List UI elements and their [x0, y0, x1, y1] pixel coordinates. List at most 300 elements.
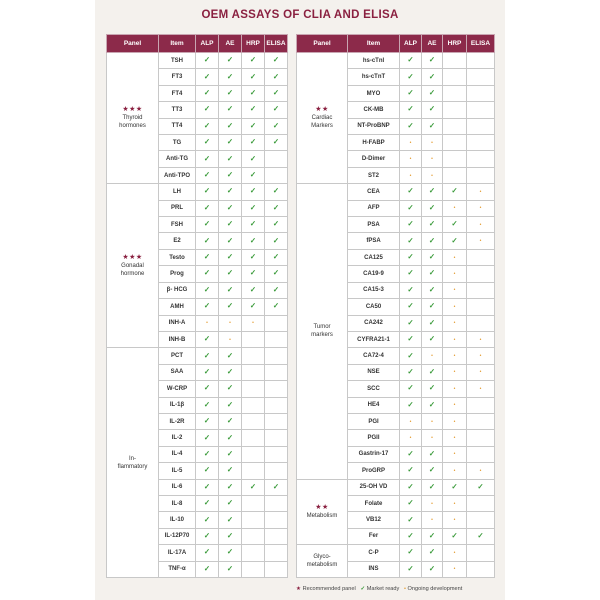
panel-name: Tumor	[313, 324, 331, 331]
status-cell	[196, 430, 219, 446]
status-cell	[400, 299, 422, 315]
page-title: OEM ASSAYS OF CLIA AND ELISA	[201, 9, 399, 21]
check-icon: ✓	[428, 71, 436, 81]
star-icon: ★	[296, 586, 302, 592]
item-name: IL-17A	[159, 545, 196, 561]
status-cell	[400, 266, 422, 282]
status-cell	[196, 528, 219, 544]
check-icon: ✓	[428, 383, 436, 393]
check-icon: ✓	[428, 219, 436, 229]
check-icon: ✓	[407, 219, 414, 229]
status-cell	[196, 545, 219, 561]
check-icon: ✓	[226, 530, 234, 540]
status-cell	[265, 200, 288, 216]
status-cell	[265, 102, 288, 118]
status-cell	[422, 545, 443, 561]
check-icon: ✓	[226, 481, 234, 491]
item-name: Testo	[159, 249, 196, 265]
check-icon: ✓	[249, 55, 257, 65]
status-cell	[400, 545, 422, 561]
check-icon: ✓	[226, 301, 234, 311]
check-icon: ✓	[407, 399, 414, 409]
status-cell	[265, 167, 288, 183]
status-cell	[265, 217, 288, 233]
check-icon: ✓	[226, 268, 234, 278]
check-icon: ✓	[226, 547, 234, 557]
status-cell	[242, 282, 265, 298]
panel-name: Metabolism	[306, 512, 338, 519]
item-name: fPSA	[348, 233, 400, 249]
check-icon: ✓	[407, 202, 414, 212]
check-icon: ✓	[407, 530, 414, 540]
item-name: IL-4	[159, 446, 196, 462]
status-cell	[422, 299, 443, 315]
status-cell	[196, 282, 219, 298]
status-cell	[422, 282, 443, 298]
item-name: CEA	[348, 184, 400, 200]
status-cell	[242, 266, 265, 282]
status-cell	[242, 217, 265, 233]
status-cell	[265, 184, 288, 200]
check-icon: ✓	[249, 268, 257, 278]
status-cell	[219, 512, 242, 528]
check-icon: ✓	[249, 120, 257, 130]
status-cell	[422, 331, 443, 347]
check-icon: ✓	[203, 219, 211, 229]
check-icon: ✓	[249, 235, 257, 245]
item-name: CA50	[348, 299, 400, 315]
status-cell	[219, 200, 242, 216]
check-icon: ✓	[203, 399, 211, 409]
status-cell	[443, 463, 467, 479]
item-name: IL-12P70	[159, 528, 196, 544]
status-cell	[443, 102, 467, 118]
item-name: IL-2	[159, 430, 196, 446]
status-cell	[242, 495, 265, 511]
status-cell	[467, 102, 495, 118]
dot-icon: •	[453, 287, 456, 294]
check-icon: ✓	[203, 104, 211, 114]
check-icon: ✓	[428, 465, 436, 475]
panel-name: In-	[128, 455, 136, 462]
status-cell	[242, 479, 265, 495]
check-icon: ✓	[407, 563, 414, 573]
dot-icon: •	[453, 549, 456, 556]
check-icon: ✓	[428, 481, 436, 491]
status-cell	[219, 85, 242, 101]
status-cell	[219, 299, 242, 315]
check-icon: ✓	[407, 547, 414, 557]
check-icon: ✓	[428, 334, 436, 344]
status-cell	[443, 430, 467, 446]
status-cell	[443, 545, 467, 561]
status-cell	[400, 85, 422, 101]
check-icon: ✓	[226, 252, 234, 262]
check-icon: ✓	[407, 71, 414, 81]
check-icon: ✓	[428, 399, 436, 409]
check-icon: ✓	[407, 383, 414, 393]
status-cell	[265, 315, 288, 331]
status-cell	[265, 282, 288, 298]
dot-icon: •	[206, 320, 208, 327]
status-cell	[196, 118, 219, 134]
check-icon: ✓	[203, 235, 211, 245]
dot-icon: •	[431, 156, 433, 163]
status-cell	[400, 217, 422, 233]
status-cell	[443, 364, 467, 380]
status-cell	[422, 561, 443, 577]
status-cell	[422, 315, 443, 331]
status-cell	[443, 233, 467, 249]
status-cell	[242, 184, 265, 200]
status-cell	[443, 381, 467, 397]
item-name: TG	[159, 135, 196, 151]
table-row	[107, 53, 288, 69]
item-name: TSH	[159, 53, 196, 69]
item-name: INH-B	[159, 331, 196, 347]
status-cell	[242, 315, 265, 331]
status-cell	[467, 85, 495, 101]
status-cell	[422, 528, 443, 544]
status-cell	[196, 364, 219, 380]
status-cell	[467, 479, 495, 495]
status-cell	[400, 102, 422, 118]
status-cell	[400, 282, 422, 298]
item-name: INS	[348, 561, 400, 577]
status-cell	[467, 69, 495, 85]
status-cell	[265, 463, 288, 479]
status-cell	[196, 151, 219, 167]
check-icon: ✓	[226, 153, 234, 163]
check-icon: ✓	[407, 481, 414, 491]
panel-cell	[107, 184, 159, 348]
check-icon: ✓	[407, 448, 414, 458]
status-cell	[400, 397, 422, 413]
check-icon: ✓	[249, 153, 257, 163]
item-name: 25-OH VD	[348, 479, 400, 495]
check-icon: ✓	[407, 104, 414, 114]
right-assay-table	[296, 34, 495, 578]
dot-icon: •	[229, 320, 231, 327]
item-name: hs-cTnT	[348, 69, 400, 85]
item-name: CYFRA21-1	[348, 331, 400, 347]
status-cell	[467, 233, 495, 249]
status-cell	[196, 249, 219, 265]
check-icon: ✓	[226, 284, 234, 294]
status-cell	[467, 381, 495, 397]
check-icon: ✓	[428, 268, 436, 278]
header-hrp: HRP	[242, 35, 265, 53]
status-cell	[196, 85, 219, 101]
status-cell	[219, 184, 242, 200]
status-cell	[265, 249, 288, 265]
check-icon: ✓	[451, 481, 458, 491]
status-cell	[242, 381, 265, 397]
check-icon: ✓	[407, 317, 414, 327]
check-icon: ✓	[428, 186, 436, 196]
status-cell	[443, 528, 467, 544]
item-name: SAA	[159, 364, 196, 380]
check-icon: ✓	[249, 170, 257, 180]
check-icon: ✓	[428, 104, 436, 114]
check-icon: ✓	[428, 366, 436, 376]
status-cell	[400, 249, 422, 265]
item-name: PGI	[348, 413, 400, 429]
item-name: CA125	[348, 249, 400, 265]
status-cell	[467, 495, 495, 511]
item-name: E2	[159, 233, 196, 249]
item-name: β- HCG	[159, 282, 196, 298]
status-cell	[422, 151, 443, 167]
status-cell	[467, 413, 495, 429]
status-cell	[422, 135, 443, 151]
status-cell	[242, 413, 265, 429]
status-cell	[400, 69, 422, 85]
status-cell	[467, 282, 495, 298]
dot-icon: •	[409, 418, 412, 425]
status-cell	[196, 135, 219, 151]
dot-icon: •	[229, 336, 231, 343]
item-name: Prog	[159, 266, 196, 282]
header-elisa: ELISA	[467, 35, 495, 53]
check-icon: ✓	[477, 530, 484, 540]
status-cell	[242, 331, 265, 347]
status-cell	[242, 85, 265, 101]
dot-icon: •	[431, 353, 433, 360]
legend	[296, 586, 496, 592]
check-icon: ✓	[428, 301, 436, 311]
check-icon: ✓	[203, 120, 211, 130]
status-cell	[443, 413, 467, 429]
status-cell	[219, 233, 242, 249]
check-icon: ✓	[203, 137, 211, 147]
dot-icon: •	[479, 467, 482, 474]
status-cell	[422, 200, 443, 216]
status-cell	[219, 266, 242, 282]
status-cell	[265, 364, 288, 380]
check-icon: ✓	[451, 530, 458, 540]
status-cell	[196, 217, 219, 233]
table-row	[107, 184, 288, 200]
status-cell	[265, 528, 288, 544]
status-cell	[400, 184, 422, 200]
item-name: Folate	[348, 495, 400, 511]
item-name: IL-10	[159, 512, 196, 528]
status-cell	[265, 479, 288, 495]
check-icon: ✓	[203, 88, 211, 98]
panel-name: markers	[311, 332, 333, 339]
status-cell	[443, 151, 467, 167]
check-icon: ✓	[428, 202, 436, 212]
status-cell	[467, 561, 495, 577]
status-cell	[219, 151, 242, 167]
item-name: TT4	[159, 118, 196, 134]
item-name: MYO	[348, 85, 400, 101]
status-cell	[219, 118, 242, 134]
item-name: IL-8	[159, 495, 196, 511]
left-header-row	[107, 35, 288, 53]
item-name: AFP	[348, 200, 400, 216]
item-name: CA242	[348, 315, 400, 331]
status-cell	[443, 85, 467, 101]
status-cell	[265, 446, 288, 462]
star-rating-icon: ★★	[315, 503, 329, 511]
status-cell	[219, 53, 242, 69]
item-name: ProGRP	[348, 463, 400, 479]
status-cell	[196, 167, 219, 183]
check-icon: ✓	[272, 137, 280, 147]
dot-icon: •	[479, 369, 482, 376]
status-cell	[443, 249, 467, 265]
status-cell	[443, 512, 467, 528]
dot-icon: •	[431, 517, 433, 524]
status-cell	[265, 69, 288, 85]
item-name: TT3	[159, 102, 196, 118]
check-icon: ✓	[407, 284, 414, 294]
dot-icon: •	[479, 205, 482, 212]
panel-name: Markers	[311, 123, 333, 130]
status-cell	[467, 135, 495, 151]
header-alp: ALP	[400, 35, 422, 53]
status-cell	[443, 266, 467, 282]
panel-name: hormones	[119, 123, 146, 130]
status-cell	[219, 528, 242, 544]
panel-cell	[297, 479, 348, 545]
dot-icon: •	[479, 188, 482, 195]
panel-cell	[297, 545, 348, 578]
status-cell	[422, 217, 443, 233]
check-icon: ✓	[203, 514, 211, 524]
status-cell	[242, 528, 265, 544]
item-name: TNF-α	[159, 561, 196, 577]
status-cell	[443, 167, 467, 183]
item-name: IL-2R	[159, 413, 196, 429]
left-assay-table	[106, 34, 288, 578]
item-name: Anti-TG	[159, 151, 196, 167]
check-icon: ✓	[226, 465, 234, 475]
status-cell	[400, 446, 422, 462]
check-icon: ✓	[226, 416, 234, 426]
status-cell	[467, 331, 495, 347]
legend-ongoing: Ongoing development	[407, 586, 463, 592]
check-icon: ✓	[407, 334, 414, 344]
check-icon: ✓	[249, 481, 257, 491]
status-cell	[242, 118, 265, 134]
status-cell	[242, 102, 265, 118]
item-name: INH-A	[159, 315, 196, 331]
status-cell	[196, 102, 219, 118]
status-cell	[400, 364, 422, 380]
status-cell	[443, 397, 467, 413]
item-name: FT3	[159, 69, 196, 85]
status-cell	[196, 233, 219, 249]
item-name: Gastrin-17	[348, 446, 400, 462]
table-row	[297, 53, 495, 69]
dot-icon: •	[431, 500, 433, 507]
check-icon: ✓	[226, 170, 234, 180]
status-cell	[443, 331, 467, 347]
status-cell	[219, 561, 242, 577]
check-icon: ✓	[407, 186, 414, 196]
header-hrp: HRP	[443, 35, 467, 53]
status-cell	[196, 512, 219, 528]
check-icon: ✓	[226, 202, 234, 212]
check-icon: ✓	[226, 350, 234, 360]
status-cell	[443, 348, 467, 364]
status-cell	[242, 463, 265, 479]
status-cell	[400, 118, 422, 134]
status-cell	[196, 463, 219, 479]
dot-icon: •	[453, 320, 456, 327]
check-icon: ✓	[451, 219, 458, 229]
status-cell	[443, 446, 467, 462]
dot-icon: •	[431, 435, 433, 442]
status-cell	[265, 233, 288, 249]
status-cell	[219, 331, 242, 347]
status-cell	[400, 413, 422, 429]
dot-icon: •	[409, 435, 412, 442]
status-cell	[443, 200, 467, 216]
status-cell	[196, 495, 219, 511]
status-cell	[422, 85, 443, 101]
status-cell	[265, 348, 288, 364]
status-cell	[422, 348, 443, 364]
status-cell	[242, 430, 265, 446]
status-cell	[265, 53, 288, 69]
status-cell	[196, 53, 219, 69]
check-icon: ✓	[249, 71, 257, 81]
status-cell	[196, 184, 219, 200]
dot-icon: •	[479, 385, 482, 392]
status-cell	[219, 315, 242, 331]
legend-ready: Market ready	[366, 586, 400, 592]
dot-icon: •	[453, 336, 456, 343]
panel-name: hormone	[120, 270, 145, 277]
status-cell	[400, 200, 422, 216]
status-cell	[219, 446, 242, 462]
dot-icon: •	[453, 451, 456, 458]
dot-icon: •	[453, 517, 456, 524]
status-cell	[265, 381, 288, 397]
check-icon: ✓	[226, 104, 234, 114]
status-cell	[400, 479, 422, 495]
table-row	[107, 348, 288, 364]
status-cell	[422, 495, 443, 511]
status-cell	[242, 167, 265, 183]
dot-icon: •	[479, 336, 482, 343]
status-cell	[196, 446, 219, 462]
status-cell	[196, 331, 219, 347]
item-name: NT-ProBNP	[348, 118, 400, 134]
dot-icon: •	[479, 353, 482, 360]
status-cell	[467, 397, 495, 413]
header-elisa: ELISA	[265, 35, 288, 53]
item-name: AMH	[159, 299, 196, 315]
status-cell	[242, 200, 265, 216]
status-cell	[265, 397, 288, 413]
check-icon: ✓	[249, 219, 257, 229]
item-name: PCT	[159, 348, 196, 364]
dot-icon: •	[453, 270, 456, 277]
status-cell	[443, 282, 467, 298]
check-icon: ✓	[477, 481, 484, 491]
status-cell	[400, 561, 422, 577]
panel-name: flammatory	[117, 463, 148, 470]
check-icon: ✓	[226, 137, 234, 147]
status-cell	[219, 364, 242, 380]
check-icon: ✓	[203, 465, 211, 475]
item-name: PGII	[348, 430, 400, 446]
